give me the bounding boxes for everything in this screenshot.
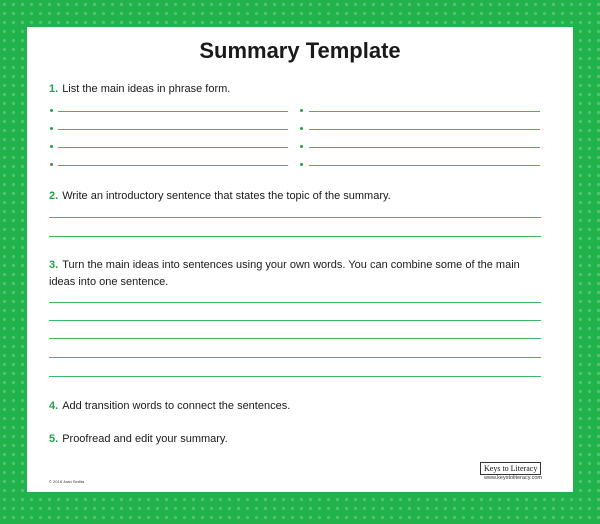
step-3 [49,257,539,291]
writing-line[interactable] [49,338,541,339]
bullet-icon [300,109,303,112]
website-url: www.keystoliteracy.com [484,475,542,481]
step-text: List the main ideas in phrase form. [62,83,231,95]
bullet-icon [50,145,53,148]
bullet-icon [300,145,303,148]
writing-line[interactable] [49,376,541,377]
writing-line[interactable] [49,217,541,218]
step-number: 3. [49,259,59,271]
writing-line[interactable] [309,129,540,130]
writing-line[interactable] [49,320,541,321]
step-text: Add transition words to connect the sentences. [62,400,291,412]
bullet-icon [50,127,53,130]
writing-line[interactable] [58,111,288,112]
writing-line[interactable] [58,165,288,166]
step-text: Turn the main ideas into sentences using your own words. You can combine some of the main ideas into one sentence. [49,259,520,288]
bullet-icon [50,109,53,112]
keys-to-literacy-logo: Keys to Literacy [480,462,541,475]
step-1 [49,81,230,98]
writing-line[interactable] [49,357,541,358]
writing-line[interactable] [309,111,540,112]
step-number: 1. [49,83,59,95]
step-5 [49,431,228,448]
step-2 [49,188,391,205]
writing-line[interactable] [58,129,288,130]
writing-line[interactable] [49,302,541,303]
writing-line[interactable] [309,165,540,166]
writing-line[interactable] [309,147,540,148]
step-number: 5. [49,433,59,445]
worksheet-page [27,27,573,492]
step-text: Proofread and edit your summary. [62,433,228,445]
page-title: Summary Template [199,38,401,63]
step-4 [49,398,290,415]
bullet-icon [300,127,303,130]
writing-line[interactable] [58,147,288,148]
step-text: Write an introductory sentence that states the topic of the summary. [62,190,391,202]
writing-line[interactable] [49,236,541,237]
bullet-icon [300,163,303,166]
copyright-text: © 2018 Joan Sedita [49,479,85,484]
step-number: 4. [49,400,59,412]
step-number: 2. [49,190,59,202]
bullet-icon [50,163,53,166]
